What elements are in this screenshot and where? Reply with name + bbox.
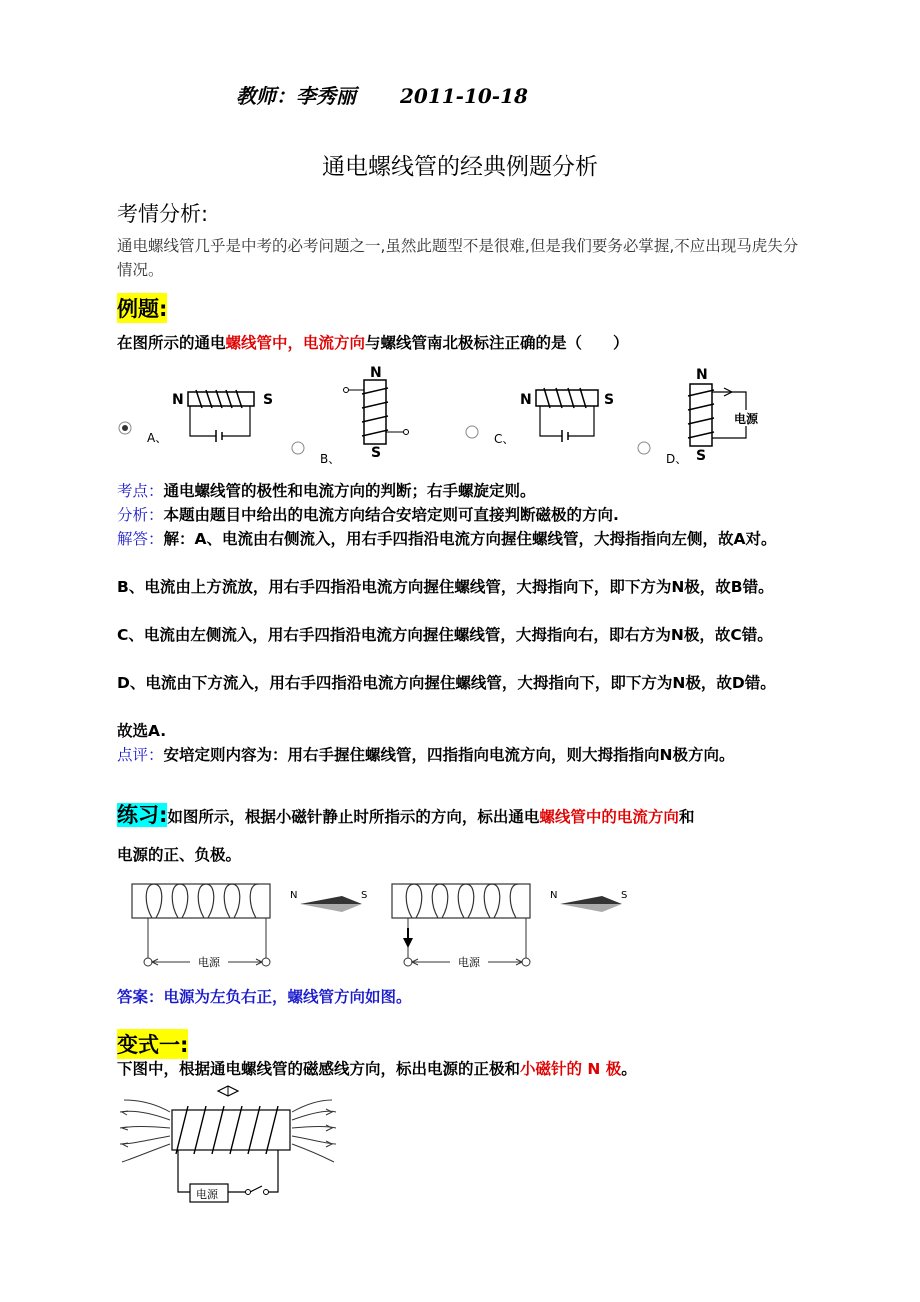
option-d-s: S <box>696 448 707 464</box>
question-pre: 在图所示的通电 <box>117 334 226 352</box>
variant-heading: 变式一: <box>117 1029 188 1059</box>
fenxi-label: 分析： <box>117 506 164 524</box>
page-title: 通电螺线管的经典例题分析 <box>322 154 598 180</box>
kaodian <box>117 479 807 503</box>
practice-line2: 电源的正、负极。 <box>117 846 242 864</box>
practice-solenoid-right <box>392 884 627 969</box>
variant-power: 电源 <box>196 1188 218 1201</box>
jieda-text: 解：A、电流由右侧流入，用右手四指沿电流方向握住螺线管，大拇指指向左侧，故A对。 <box>163 530 777 548</box>
practice-answer: 答案：电源为左负右正，螺线管方向如图。 <box>117 988 412 1006</box>
option-c[interactable] <box>466 388 614 446</box>
practice-s-right: S <box>621 890 628 901</box>
option-d-label: D、 <box>666 452 688 466</box>
option-a-s: S <box>263 392 274 408</box>
variant-text-pre: 下图中，根据通电螺线管的磁感线方向，标出电源的正极和 <box>117 1060 521 1078</box>
analysis-text: 通电螺线管几乎是中考的必考问题之一,虽然此题型不是很难,但是我们要务必掌握,不应出现马虎失分情况。 <box>117 237 799 279</box>
practice-s-left: S <box>361 890 368 901</box>
kaodian-text: 通电螺线管的极性和电流方向的判断；右手螺旋定则。 <box>163 482 536 500</box>
practice-power-left: 电源 <box>198 956 220 969</box>
practice-text <box>117 803 807 829</box>
option-b-label: B、 <box>320 452 341 466</box>
dianping-label: 点评： <box>117 746 164 764</box>
header-date: 2011-10-18 <box>400 84 528 108</box>
variant-text-post: 。 <box>621 1060 637 1078</box>
practice-text-post: 和 <box>678 808 695 826</box>
fenxi <box>117 503 807 527</box>
practice-n-left: N <box>290 890 298 901</box>
option-b-n: N <box>370 365 382 381</box>
variant-text-red: 小磁针的 N 极 <box>520 1060 622 1078</box>
example-question <box>117 331 629 355</box>
option-a-n: N <box>172 392 184 408</box>
example-heading: 例题: <box>117 293 167 323</box>
option-b[interactable] <box>292 365 409 466</box>
kaodian-label: 考点： <box>117 482 164 500</box>
header <box>236 80 528 109</box>
option-d[interactable] <box>638 367 759 466</box>
option-c-label: C、 <box>494 432 515 446</box>
option-d-radio[interactable] <box>638 442 650 454</box>
question-post: 与螺线管南北极标注正确的是（ ） <box>365 334 629 352</box>
option-c-radio[interactable] <box>466 426 478 438</box>
teacher-name: 教师：李秀丽 <box>236 84 356 108</box>
option-b-s: S <box>371 445 382 461</box>
jieda-label: 解答： <box>117 530 164 548</box>
dianping <box>117 743 807 767</box>
jieda <box>117 527 807 551</box>
option-c-s: S <box>604 392 615 408</box>
option-c-n: N <box>520 392 532 408</box>
solution-c: C、电流由左侧流入，用右手四指沿电流方向握住螺线管，大拇指向右，即右方为N极，故C错。 <box>117 626 773 644</box>
practice-text-pre: 如图所示，根据小磁针静止时所指示的方向，标出通电 <box>167 808 540 826</box>
fenxi-text: 本题由题目中给出的电流方向结合安培定则可直接判断磁极的方向. <box>163 506 619 524</box>
variant-figure <box>118 1082 338 1214</box>
analysis-heading: 考情分析: <box>117 202 209 226</box>
question-red: 螺线管中，电流方向 <box>225 334 366 352</box>
option-d-n: N <box>696 367 708 383</box>
example-options-figure <box>110 360 800 470</box>
solution-choose: 故选A. <box>117 722 167 740</box>
option-a-label: A、 <box>147 431 168 445</box>
solution-b: B、电流由上方流放，用右手四指沿电流方向握住螺线管，大拇指向下，即下方为N极，故B错。 <box>117 578 774 596</box>
dianping-text: 安培定则内容为：用右手握住螺线管，四指指向电流方向，则大拇指指向N极方向。 <box>163 746 735 764</box>
variant-text <box>117 1057 807 1081</box>
solution-d: D、电流由下方流入，用右手四指沿电流方向握住螺线管，大拇指向下，即下方为N极，故D错。 <box>117 674 776 692</box>
practice-power-right: 电源 <box>458 956 480 969</box>
practice-heading: 练习: <box>117 803 168 827</box>
option-a[interactable] <box>119 390 273 445</box>
practice-text-red: 螺线管中的电流方向 <box>539 808 679 826</box>
practice-solenoid-left <box>132 884 367 969</box>
option-d-power: 电源 <box>734 412 759 426</box>
practice-n-right: N <box>550 890 558 901</box>
option-b-radio[interactable] <box>292 442 304 454</box>
practice-figure <box>120 872 650 982</box>
